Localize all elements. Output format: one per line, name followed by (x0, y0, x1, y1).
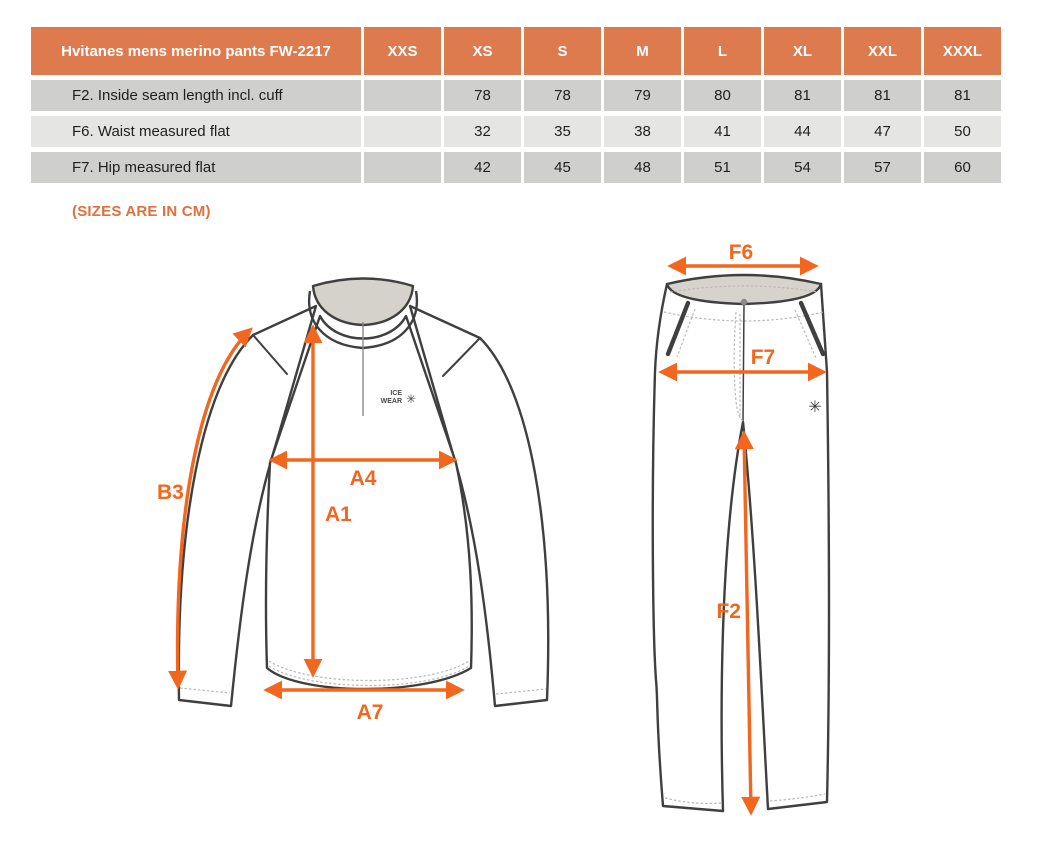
logo-text-wear: WEAR (380, 398, 402, 405)
table-row (31, 80, 1001, 111)
cell-value: 57 (844, 152, 921, 183)
center-front-line (743, 304, 744, 422)
b3-label: B3 (157, 481, 184, 504)
cell-value: 44 (764, 116, 841, 147)
size-header-xxl: XXL (844, 27, 921, 75)
cell-value: 48 (604, 152, 681, 183)
f2-label: F2 (716, 600, 741, 623)
snowflake-icon: ✳ (405, 392, 417, 406)
sizes-unit-note: (SIZES ARE IN CM) (72, 203, 211, 220)
table-title: Hvitanes mens merino pants FW-2217 (31, 27, 361, 75)
size-header-xxs: XXS (364, 27, 441, 75)
cell-value: 45 (524, 152, 601, 183)
cell-value: 47 (844, 116, 921, 147)
size-header-xs: XS (444, 27, 521, 75)
size-table (28, 22, 1004, 188)
cell-value (364, 80, 441, 111)
waist-button (741, 299, 747, 305)
cell-value (364, 116, 441, 147)
cell-value: 38 (604, 116, 681, 147)
shirt-measurement-diagram (150, 258, 580, 738)
cell-value: 79 (604, 80, 681, 111)
size-header-s: S (524, 27, 601, 75)
table-row (31, 152, 1001, 183)
table-row (31, 116, 1001, 147)
a4-label: A4 (349, 467, 377, 490)
logo-text-ice: ICE (390, 390, 402, 397)
pants-measurement-diagram (620, 240, 1020, 840)
cell-value (364, 152, 441, 183)
size-table-container (28, 22, 1004, 188)
cell-value: 80 (684, 80, 761, 111)
cell-value: 51 (684, 152, 761, 183)
table-header-row (31, 27, 1001, 75)
f6-label: F6 (728, 241, 754, 264)
snowflake-icon: ✳ (808, 399, 822, 416)
a7-label: A7 (356, 701, 384, 724)
size-header-xxxl: XXXL (924, 27, 1001, 75)
cell-value: 78 (444, 80, 521, 111)
cell-value: 60 (924, 152, 1001, 183)
pants-body (653, 284, 829, 811)
row-label-inside-seam: F2. Inside seam length incl. cuff (31, 80, 361, 111)
cell-value: 42 (444, 152, 521, 183)
f7-label: F7 (750, 346, 776, 369)
cell-value: 81 (924, 80, 1001, 111)
cell-value: 81 (844, 80, 921, 111)
a1-label: A1 (325, 503, 352, 526)
row-label-waist: F6. Waist measured flat (31, 116, 361, 147)
cell-value: 81 (764, 80, 841, 111)
cell-value: 35 (524, 116, 601, 147)
size-header-l: L (684, 27, 761, 75)
size-header-xl: XL (764, 27, 841, 75)
cell-value: 54 (764, 152, 841, 183)
cell-value: 50 (924, 116, 1001, 147)
shirt-collar-inner (313, 279, 413, 326)
cell-value: 78 (524, 80, 601, 111)
size-header-m: M (604, 27, 681, 75)
cell-value: 32 (444, 116, 521, 147)
cell-value: 41 (684, 116, 761, 147)
row-label-hip: F7. Hip measured flat (31, 152, 361, 183)
